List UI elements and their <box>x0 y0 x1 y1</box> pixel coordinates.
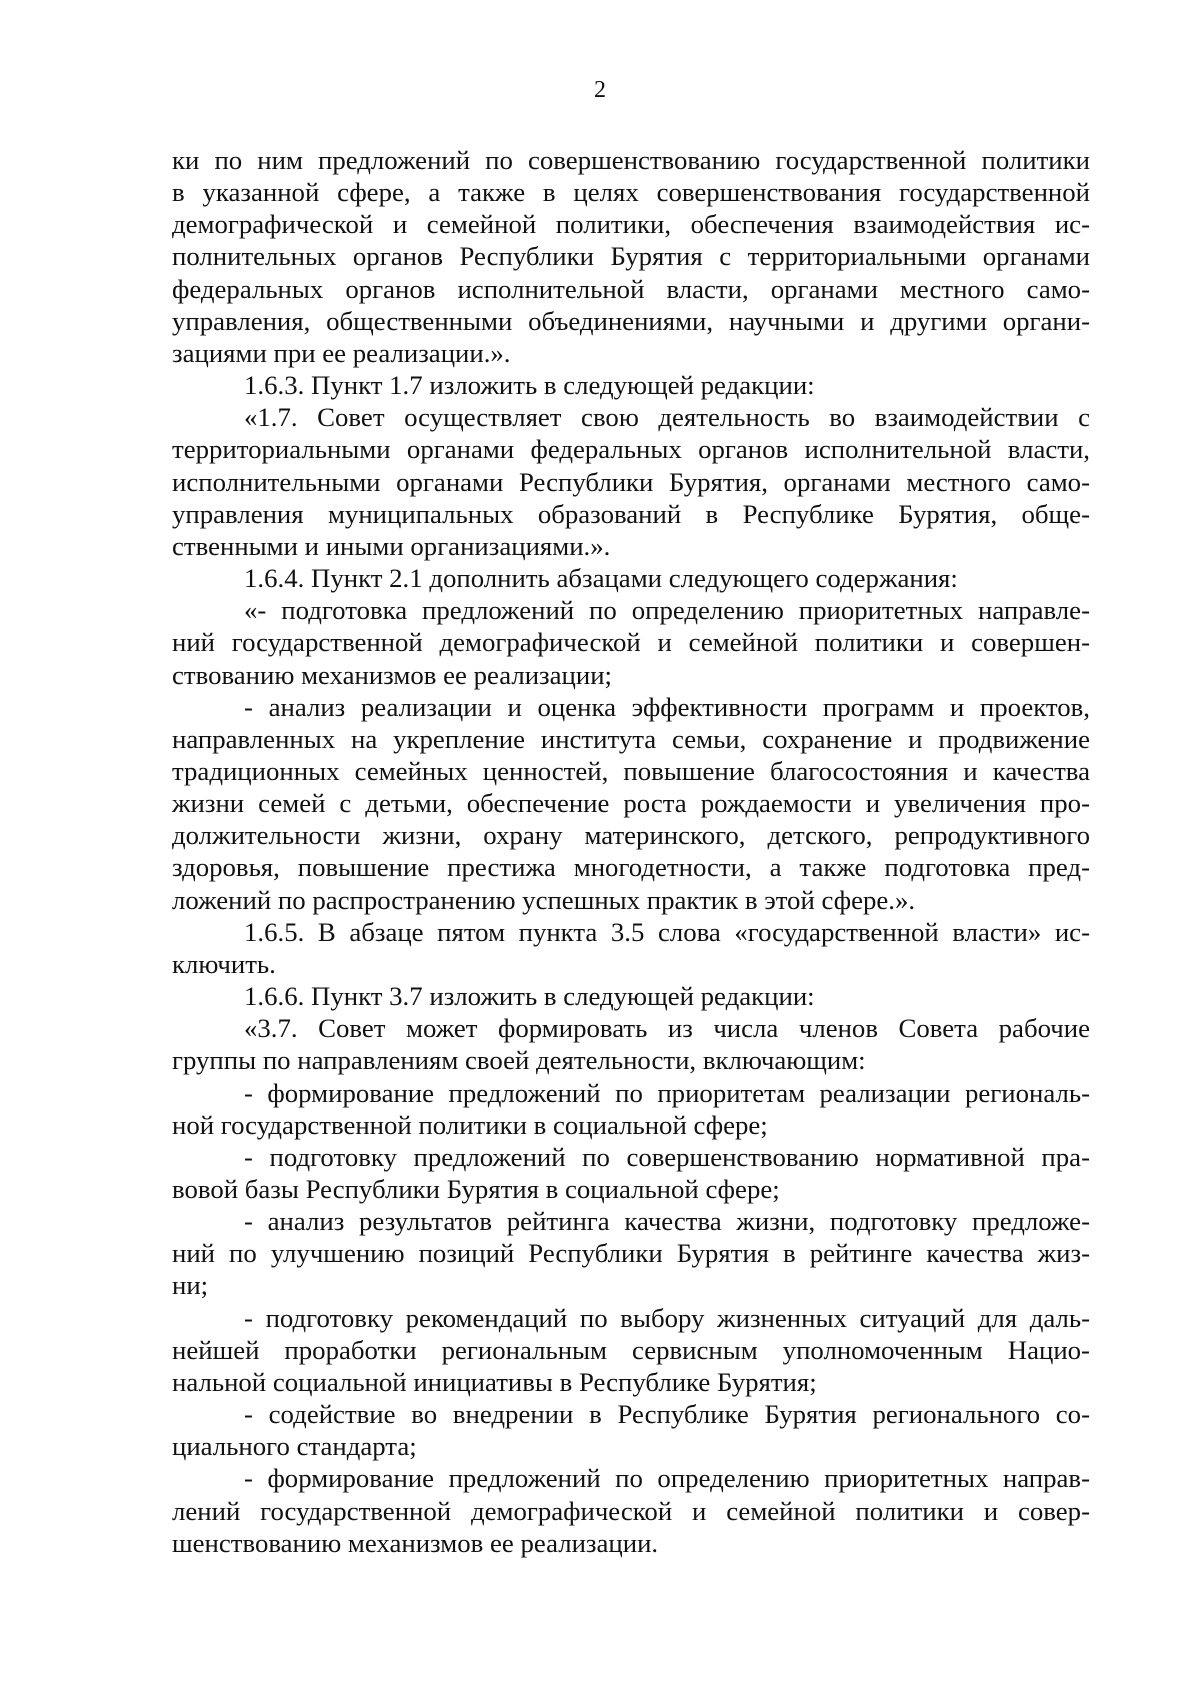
text-line: - формирование предложений по приоритетам реализации региональ- <box>244 1077 1090 1108</box>
page-number: 2 <box>594 77 606 103</box>
text-line: - подготовку предложений по совершенствованию нормативной пра- <box>244 1141 1090 1172</box>
text-line: «3.7. Совет может формировать из числа членов Совета рабочие <box>244 1013 1090 1044</box>
text-line: - анализ реализации и оценка эффективности программ и проектов, <box>244 691 1090 722</box>
text-line: нейшей проработки региональным сервисным уполномоченным Нацио- <box>172 1334 1090 1365</box>
text-line: ключить. <box>172 948 276 979</box>
text-line: группы по направлениям своей деятельности, включающим: <box>172 1045 866 1076</box>
text-line: демографической и семейной политики, обеспечения взаимодействия ис- <box>172 209 1090 240</box>
text-line: полнительных органов Республики Бурятия с территориальными органами <box>172 241 1090 272</box>
text-line: ний государственной демографической и семейной политики и совершен- <box>172 627 1090 658</box>
text-line: лений государственной демографической и семейной политики и совер- <box>172 1495 1090 1526</box>
text-line: вовой базы Республики Бурятия в социальной сфере; <box>172 1174 780 1204</box>
text-line: в указанной сфере, а также в целях совершенствования государственной <box>172 177 1090 208</box>
text-line: 1.6.4. Пункт 2.1 дополнить абзацами следующего содержания: <box>244 563 958 594</box>
text-line: управления, общественными объединениями, научными и другими органи- <box>172 305 1090 336</box>
text-line: 1.6.3. Пункт 1.7 изложить в следующей редакции: <box>244 370 815 401</box>
text-line: здоровья, повышение престижа многодетности, а также подготовка пред- <box>172 852 1090 883</box>
text-line: направленных на укрепление института семьи, сохранение и продвижение <box>172 723 1090 754</box>
text-line: ний по улучшению позиций Республики Бурятия в рейтинге качества жиз- <box>172 1238 1090 1269</box>
text-line: традиционных семейных ценностей, повышение благосостояния и качества <box>172 755 1090 786</box>
text-line: - анализ результатов рейтинга качества жизни, подготовку предложе- <box>244 1206 1090 1237</box>
text-line: ки по ним предложений по совершенствованию государственной политики <box>172 145 1090 175</box>
text-line: - содействие во внедрении в Республике Бурятия регионального со- <box>244 1399 1090 1430</box>
document-body <box>172 144 1090 1559</box>
text-line: шенствованию механизмов ее реализации. <box>172 1527 659 1558</box>
text-line: «1.7. Совет осуществляет свою деятельность во взаимодействии с <box>244 402 1090 433</box>
text-line: «- подготовка предложений по определению приоритетных направле- <box>244 595 1090 626</box>
text-line: управления муниципальных образований в Республике Бурятия, обще- <box>172 498 1090 529</box>
text-line: ной государственной политики в социальной сфере; <box>172 1109 768 1140</box>
text-line: - подготовку рекомендаций по выбору жизненных ситуаций для даль- <box>244 1302 1090 1333</box>
text-line: 1.6.5. В абзаце пятом пункта 3.5 слова «государственной власти» ис- <box>244 916 1090 947</box>
text-line: нальной социальной инициативы в Республике Бурятия; <box>172 1366 817 1397</box>
text-line: ложений по распространению успешных практик в этой сфере.». <box>172 884 916 915</box>
text-line: ни; <box>172 1270 209 1301</box>
text-line: территориальными органами федеральных органов исполнительной власти, <box>172 434 1090 465</box>
text-line: должительности жизни, охрану материнского, детского, репродуктивного <box>172 820 1090 851</box>
text-line: 1.6.6. Пункт 3.7 изложить в следующей редакции: <box>244 981 815 1012</box>
text-line: зациями при ее реализации.». <box>172 337 511 368</box>
text-line: жизни семей с детьми, обеспечение роста рождаемости и увеличения про- <box>172 788 1090 819</box>
text-line: исполнительными органами Республики Бурятия, органами местного само- <box>172 466 1090 497</box>
text-line: федеральных органов исполнительной власти, органами местного само- <box>172 273 1090 304</box>
text-line: ствованию механизмов ее реализации; <box>172 659 612 690</box>
text-line: циального стандарта; <box>172 1431 417 1462</box>
text-line: - формирование предложений по определению приоритетных направ- <box>244 1463 1090 1494</box>
text-line: ственными и иными организациями.». <box>172 530 611 561</box>
